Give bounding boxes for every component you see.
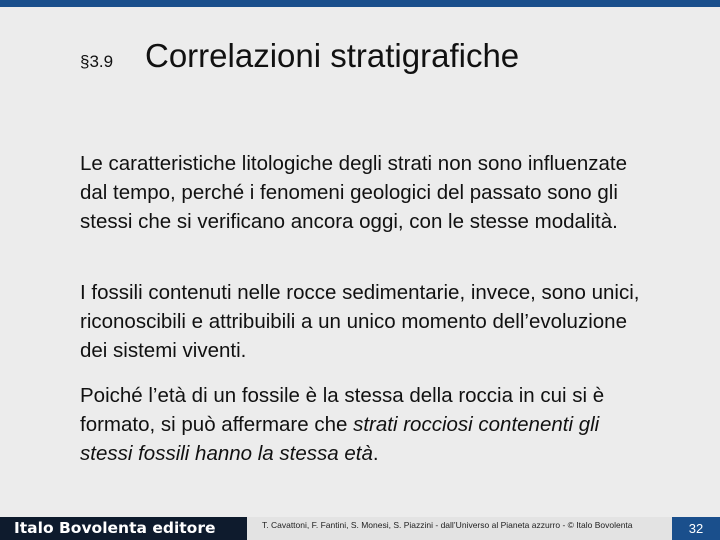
section-number: §3.9 bbox=[80, 52, 114, 71]
paragraph-3-start: Poiché l’età di un fossile è la stessa della roccia in cui si è formato, si può affermare che bbox=[80, 384, 605, 436]
paragraph-2: I fossili contenuti nelle rocce sedimentarie, invece, sono unici, riconoscibili e attribuibili a un unico momento dell’evoluzione dei sistemi viventi. bbox=[80, 281, 640, 362]
publisher-logo: Italo Bovolenta editore bbox=[0, 517, 247, 540]
paragraph-3 bbox=[80, 381, 650, 468]
top-accent-bar bbox=[0, 0, 720, 7]
footer-credits: T. Cavattoni, F. Fantini, S. Monesi, S. Piazzini - dall’Universo al Pianeta azzurro - © Italo Bovolenta bbox=[262, 520, 633, 530]
paragraph-1: Le caratteristiche litologiche degli strati non sono influenzate dal tempo, perché i fenomeni geologici del passato sono gli stessi che si verificano ancora oggi, con le stesse modalità. bbox=[80, 152, 627, 233]
page-number: 32 bbox=[672, 517, 720, 540]
slide-title: Correlazioni stratigrafiche bbox=[145, 37, 520, 74]
paragraph-3-emphasis: strati rocciosi contenenti gli stessi fossili hanno la stessa età bbox=[80, 413, 600, 465]
paragraph-3-end: . bbox=[372, 442, 379, 465]
